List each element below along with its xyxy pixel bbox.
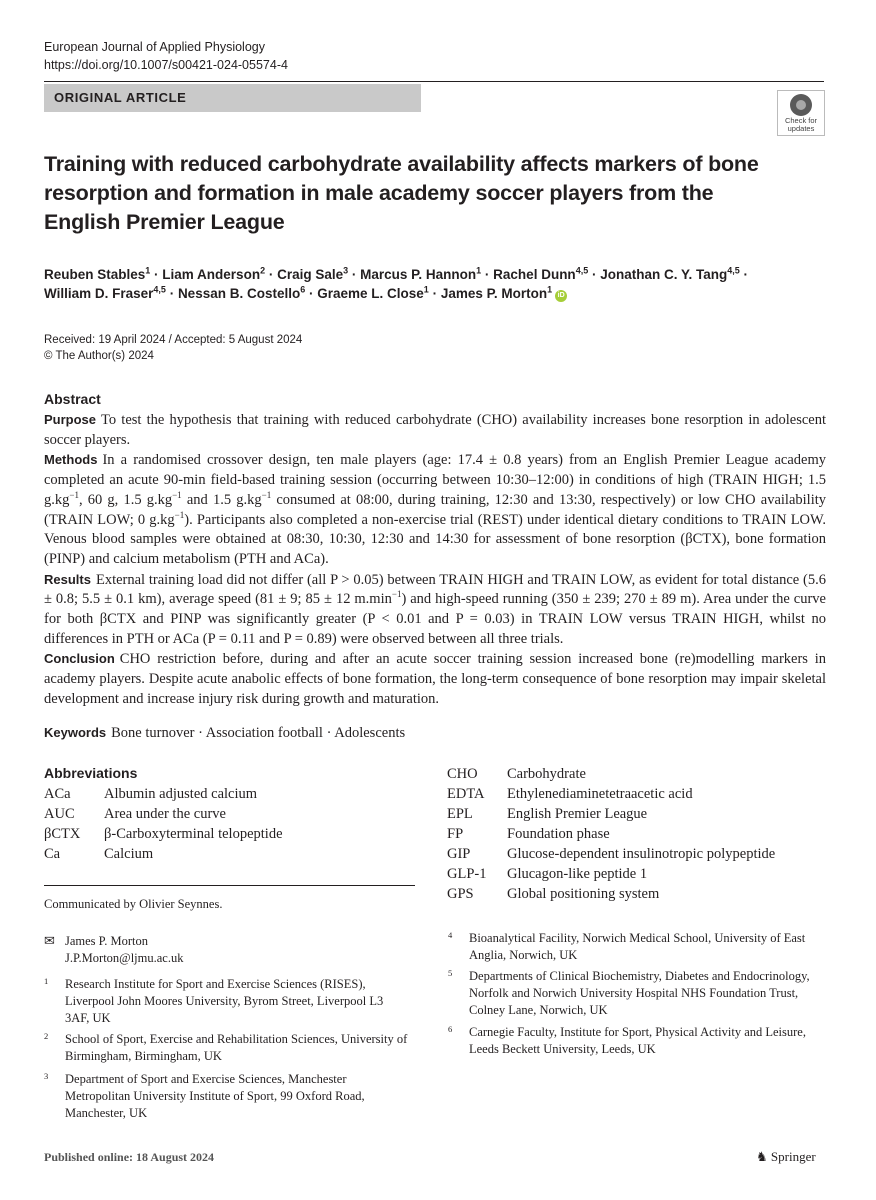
superscript: −1 <box>174 509 185 520</box>
published-online: Published online: 18 August 2024 <box>44 1150 215 1164</box>
abbr-def: Area under the curve <box>104 806 226 822</box>
author[interactable]: James P. Morton <box>440 286 548 301</box>
affiliation-text: School of Sport, Exercise and Rehabilitation Sciences, University of Birmingham, Birmingham, UK <box>65 1032 408 1063</box>
abbr-def: Albumin adjusted calcium <box>104 786 258 802</box>
abbr-term: βCTX <box>44 826 81 842</box>
superscript: −1 <box>172 489 182 500</box>
abstract-purpose <box>44 410 826 450</box>
results-label: Results <box>44 571 91 587</box>
affiliation-number: 6 <box>448 1024 453 1034</box>
results-text: External training load did not differ (all P > 0.05) between TRAIN HIGH and TRAIN LOW, as evident for total distance (5.6 ± 0.8; 5.5 ± 0.1 km), average speed (81 ± 9; 85 ± 12 m.min <box>44 571 826 608</box>
abstract-conclusion <box>44 649 826 709</box>
abbr-def: Foundation phase <box>507 826 610 842</box>
author[interactable]: Reuben Stables <box>44 267 146 282</box>
mail-icon: ✉ <box>44 933 55 948</box>
superscript: −1 <box>261 489 272 500</box>
author-aff: 6 <box>300 284 306 295</box>
check-updates-line2: updates <box>787 124 815 133</box>
check-updates-line1: Check for <box>784 116 818 125</box>
affiliation-number: 1 <box>44 976 49 986</box>
abbr-def: Calcium <box>104 846 154 862</box>
methods-text: and 1.5 g.kg <box>181 491 262 508</box>
journal-name: European Journal of Applied Physiology <box>44 40 265 54</box>
article-type-banner: ORIGINAL ARTICLE <box>44 84 421 112</box>
abstract-body <box>44 410 826 710</box>
abbr-def: Glucose-dependent insulinotropic polypeptide <box>507 846 776 862</box>
results-text: ) and high-speed running (350 ± 239; 270 ± 89 m). Area under the curve for both βCTX and PINP was significantly greater (P < 0.01 and P = 0.03) in TRAIN LOW versus TRAIN HIGH, whilst no differences in PTH or ACa (P = 0.11 and P = 0.89) were observed between all three trials. <box>44 591 826 647</box>
keywords-text: Bone turnover · Association football · Adolescents <box>111 725 406 741</box>
author-line-2: William D. Fraser$^{4,5}$ · Nessan B. Costello$^6$ · Graeme L. Close$^1$ · James P. Morton$^1$iD <box>44 285 834 303</box>
communicated-by: Communicated by Olivier Seynnes. <box>44 897 223 911</box>
author[interactable]: Jonathan C. Y. Tang <box>600 267 728 282</box>
conclusion-text: CHO restriction before, during and after an acute soccer training session increased bone (re)modelling markers in academy players. Despite acute anabolic effects of bone formation, the long-term consequence of bone resorption may impair skeletal development and increase injury risk during growth and maturation. <box>44 651 826 707</box>
conclusion-label: Conclusion <box>44 651 115 667</box>
article-title: Training with reduced carbohydrate availability affects markers of bone resorption and formation in male academy soccer players from the English Premier League <box>44 152 759 234</box>
abbr-term: CHO <box>447 766 478 782</box>
affiliation-text: Bioanalytical Facility, Norwich Medical School, University of East Anglia, Norwich, UK <box>469 931 806 962</box>
author-aff: 4,5 <box>727 265 740 276</box>
abbr-term: GIP <box>447 846 471 862</box>
affiliation-text: Research Institute for Sport and Exercise Sciences (RISES), Liverpool John Moores University, Byrom Street, Liverpool L3 3AF, UK <box>65 977 384 1025</box>
copyright: © The Author(s) 2024 <box>44 350 154 362</box>
author-aff: 4,5 <box>153 284 166 295</box>
methods-text: In a randomised crossover design, ten male players (age: 17.4 ± 0.8 years) from an English Premier League academy completed an acute 90-min field-based training session (occurring between 10:30–12:00) in conditions of high (TRAIN HIGH; 1.5 g.kg <box>44 452 826 508</box>
purpose-text: To test the hypothesis that training with reduced carbohydrate (CHO) availability increases bone resorption in adolescent soccer players. <box>44 412 826 448</box>
abbr-term: EPL <box>447 806 473 822</box>
abbr-def: Global positioning system <box>507 886 660 902</box>
author[interactable]: Graeme L. Close <box>317 286 424 301</box>
abbr-def: β-Carboxyterminal telopeptide <box>104 826 283 842</box>
abstract-heading: Abstract <box>44 391 101 407</box>
author-aff: 4,5 <box>575 265 589 276</box>
author[interactable]: William D. Fraser <box>44 286 154 301</box>
abstract-results <box>44 570 826 650</box>
author-line-1: Reuben Stables$^1$ · Liam Anderson$^2$ · Craig Sale$^3$ · Marcus P. Hannon$^1$ · Rachel Dunn$^{4,5}$ · Jonathan C. Y. Tang$^{4,5}$ · <box>44 265 748 282</box>
purpose-label: Purpose <box>44 412 97 427</box>
orcid-icon[interactable]: iD <box>555 290 567 302</box>
affiliation-number: 4 <box>448 930 453 940</box>
methods-text: ). Participants also completed a non-exercise trial (REST) under identical dietary conditions to TRAIN LOW. Venous blood samples were obtained at 08:30, 10:30, 12:30 and 14:30 for assessment of bone resorption (βCTX), bone formation (PINP) and calcium metabolism (PTH and ACa). <box>44 511 827 567</box>
publisher-name: Springer <box>770 1149 816 1164</box>
abbr-def: Glucagon-like peptide 1 <box>507 866 648 882</box>
author[interactable]: Nessan B. Costello <box>177 286 301 301</box>
abstract-methods <box>44 450 826 569</box>
author-aff: 3 <box>343 265 349 276</box>
abbr-def: Carbohydrate <box>507 766 586 782</box>
abbr-term: AUC <box>44 806 75 822</box>
abbr-term: Ca <box>44 846 61 862</box>
keywords-label: Keywords <box>44 725 107 740</box>
author[interactable]: Liam Anderson <box>162 267 261 282</box>
author[interactable]: Marcus P. Hannon <box>360 267 477 282</box>
abbr-def: English Premier League <box>507 806 648 822</box>
publisher-logo <box>756 1149 816 1165</box>
abbr-term: GPS <box>447 886 474 902</box>
received-accepted: Received: 19 April 2024 / Accepted: 5 August 2024 <box>44 334 303 346</box>
footnote-rule <box>44 885 415 886</box>
abbr-term: FP <box>447 826 464 842</box>
check-for-updates-badge[interactable] <box>777 90 825 136</box>
correspondence-email[interactable]: J.P.Morton@ljmu.ac.uk <box>65 951 184 965</box>
author-aff: 1 <box>423 284 429 295</box>
author[interactable]: Craig Sale <box>277 267 344 282</box>
author-aff: 1 <box>547 284 553 295</box>
doi-link[interactable]: https://doi.org/10.1007/s00421-024-05574-4 <box>44 58 288 72</box>
header-rule <box>44 81 824 82</box>
abbr-term: GLP-1 <box>447 866 487 882</box>
abbr-term: ACa <box>44 786 71 802</box>
methods-text: consumed at 08:00, during training, 12:30 and 13:30, respectively) or low CHO availability (TRAIN LOW; 0 g.kg <box>44 491 826 528</box>
superscript: −1 <box>391 589 402 600</box>
methods-label: Methods <box>44 452 98 468</box>
abbr-def: Ethylenediaminetetraacetic acid <box>507 786 693 802</box>
author-aff: 1 <box>476 265 482 276</box>
methods-text: , 60 g, 1.5 g.kg <box>78 491 173 508</box>
affiliation-number: 3 <box>44 1071 49 1081</box>
author-aff: 2 <box>260 265 266 276</box>
affiliation-number: 2 <box>44 1031 49 1041</box>
correspondence-name: James P. Morton <box>65 934 148 948</box>
author[interactable]: Rachel Dunn <box>493 267 576 282</box>
affiliation-text: Carnegie Faculty, Institute for Sport, Physical Activity and Leisure, Leeds Beckett University, Leeds, UK <box>469 1025 806 1056</box>
abbreviations-heading: Abbreviations <box>44 765 138 781</box>
affiliation-text: Department of Sport and Exercise Sciences, Manchester Metropolitan University Institute of Sport, 99 Oxford Road, Manchester, UK <box>65 1072 365 1120</box>
affiliation-number: 5 <box>448 968 453 978</box>
superscript: −1 <box>69 489 79 500</box>
crossmark-icon <box>790 94 812 116</box>
author-aff: 1 <box>145 265 151 276</box>
springer-horse-icon: ♞ <box>756 1149 768 1164</box>
affiliation-text: Departments of Clinical Biochemistry, Diabetes and Endocrinology, Norfolk and Norwich University Hospital NHS Foundation Trust, Colney Lane, Norwich, UK <box>469 969 810 1017</box>
abbr-term: EDTA <box>447 786 485 802</box>
journal-header <box>44 38 288 74</box>
keywords <box>44 725 405 742</box>
